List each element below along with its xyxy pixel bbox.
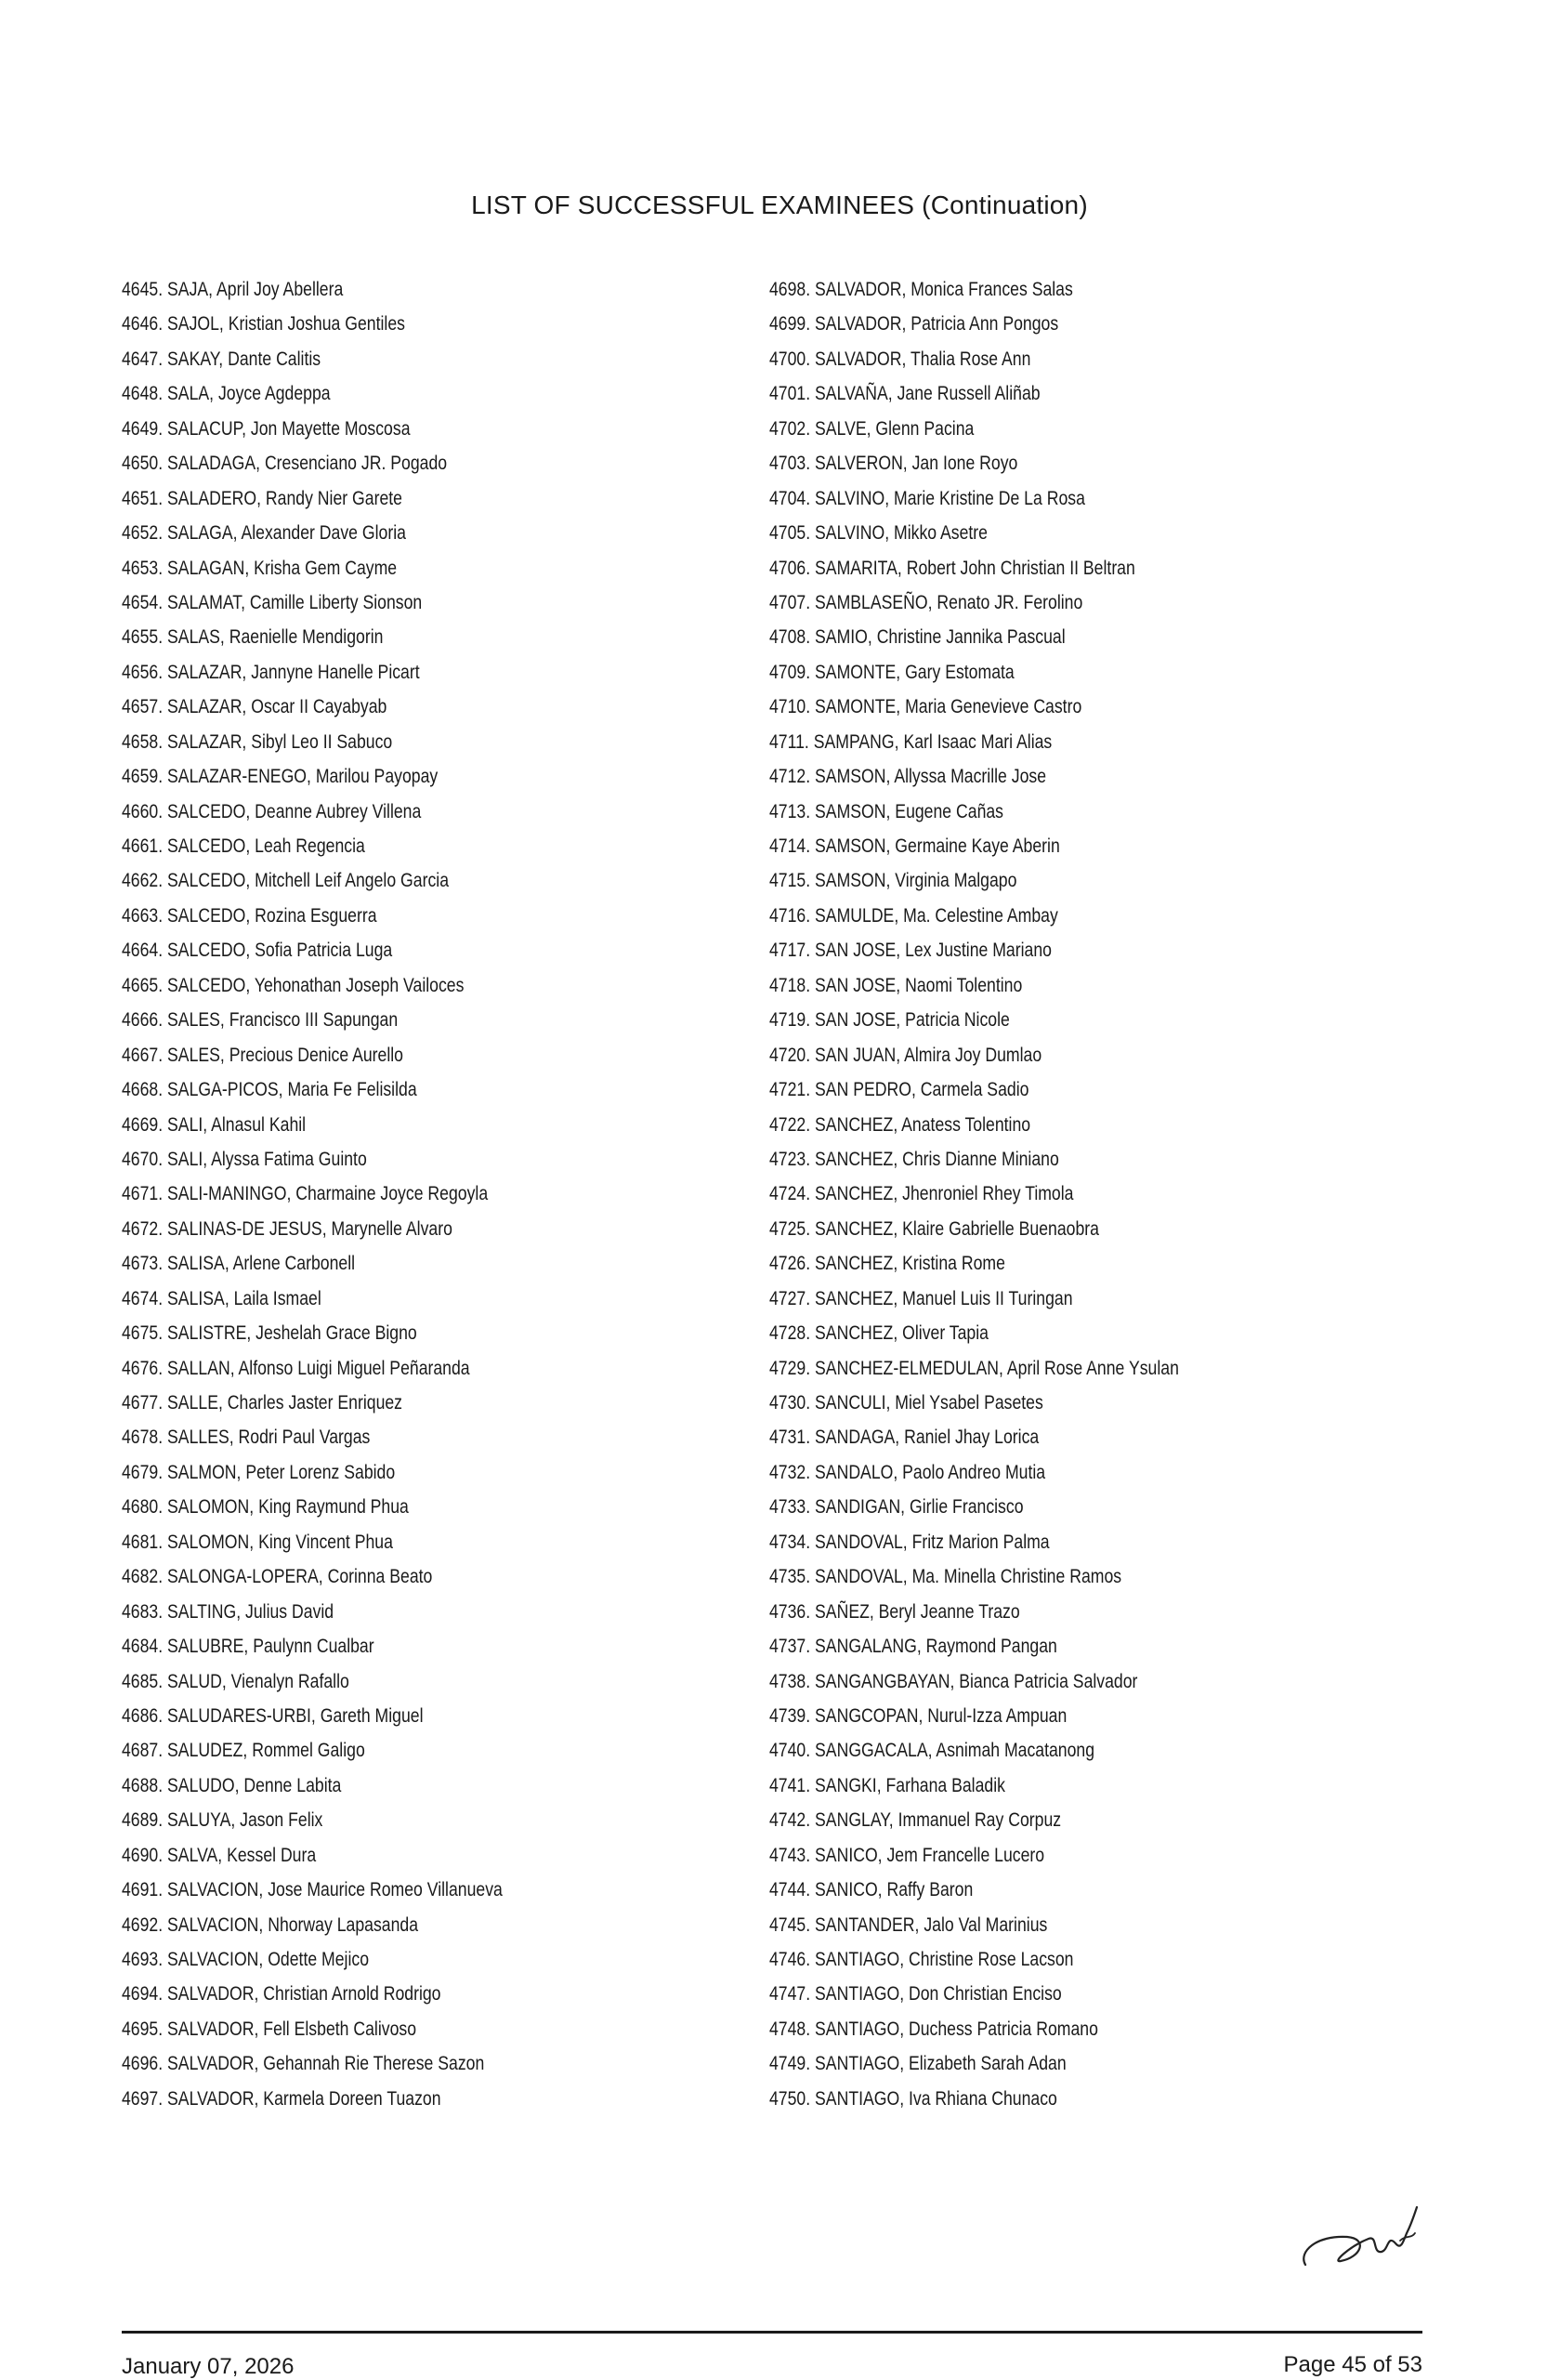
examinee-entry: 4669. SALI, Alnasul Kahil (122, 1113, 307, 1136)
examinee-entry: 4666. SALES, Francisco III Sapungan (122, 1009, 399, 1032)
examinee-entry: 4711. SAMPANG, Karl Isaac Mari Alias (769, 730, 1053, 753)
examinee-entry: 4718. SAN JOSE, Naomi Tolentino (769, 974, 1023, 996)
examinee-entry: 4746. SANTIAGO, Christine Rose Lacson (769, 1949, 1074, 1970)
examinee-entry: 4694. SALVADOR, Christian Arnold Rodrigo (122, 1983, 441, 2005)
examinee-entry: 4696. SALVADOR, Gehannah Rie Therese Sazon (122, 2053, 485, 2075)
examinee-entry: 4708. SAMIO, Christine Jannika Pascual (769, 626, 1066, 649)
examinee-entry: 4741. SANGKI, Farhana Baladik (769, 1774, 1005, 1796)
examinee-entry: 4661. SALCEDO, Leah Regencia (122, 835, 365, 857)
examinee-entry: 4692. SALVACION, Nhorway Lapasanda (122, 1913, 419, 1936)
examinee-entry: 4709. SAMONTE, Gary Estomata (769, 661, 1015, 683)
examinee-entry: 4662. SALCEDO, Mitchell Leif Angelo Garcia (122, 870, 449, 892)
examinee-entry: 4654. SALAMAT, Camille Liberty Sionson (122, 591, 423, 613)
examinee-entry: 4739. SANGCOPAN, Nurul-Izza Ampuan (769, 1704, 1068, 1727)
examinee-entry: 4671. SALI-MANINGO, Charmaine Joyce Regoyla (122, 1183, 489, 1205)
examinee-entry: 4677. SALLE, Charles Jaster Enriquez (122, 1392, 403, 1414)
examinee-entry: 4655. SALAS, Raenielle Mendigorin (122, 626, 384, 649)
examinee-entry: 4685. SALUD, Vienalyn Rafallo (122, 1670, 349, 1692)
examinee-entry: 4647. SAKAY, Dante Calitis (122, 348, 321, 370)
examinee-entry: 4735. SANDOVAL, Ma. Minella Christine Ramos (769, 1566, 1122, 1588)
examinee-entry: 4727. SANCHEZ, Manuel Luis II Turingan (769, 1287, 1073, 1309)
examinee-entry: 4717. SAN JOSE, Lex Justine Mariano (769, 940, 1052, 962)
examinee-entry: 4675. SALISTRE, Jeshelah Grace Bigno (122, 1322, 417, 1345)
examinee-entry: 4744. SANICO, Raffy Baron (769, 1879, 974, 1901)
examinee-entry: 4723. SANCHEZ, Chris Dianne Miniano (769, 1148, 1059, 1170)
examinee-entry: 4648. SALA, Joyce Agdeppa (122, 383, 331, 405)
examinee-entry: 4698. SALVADOR, Monica Frances Salas (769, 279, 1073, 300)
examinee-entry: 4742. SANGLAY, Immanuel Ray Corpuz (769, 1809, 1062, 1832)
examinee-entry: 4700. SALVADOR, Thalia Rose Ann (769, 348, 1031, 370)
examinee-entry: 4743. SANICO, Jem Francelle Lucero (769, 1844, 1045, 1866)
examinee-entry: 4681. SALOMON, King Vincent Phua (122, 1531, 393, 1553)
examinee-entry: 4749. SANTIAGO, Elizabeth Sarah Adan (769, 2053, 1067, 2075)
examinee-entry: 4733. SANDIGAN, Girlie Francisco (769, 1496, 1024, 1519)
examinee-entry: 4724. SANCHEZ, Jhenroniel Rhey Timola (769, 1183, 1074, 1205)
examinee-entry: 4712. SAMSON, Allyssa Macrille Jose (769, 766, 1047, 788)
examinee-entry: 4747. SANTIAGO, Don Christian Enciso (769, 1983, 1062, 2005)
examinee-entry: 4737. SANGALANG, Raymond Pangan (769, 1636, 1057, 1658)
examinee-entry: 4695. SALVADOR, Fell Elsbeth Calivoso (122, 2018, 417, 2040)
examinee-entry: 4728. SANCHEZ, Oliver Tapia (769, 1322, 989, 1345)
examinee-entry: 4670. SALI, Alyssa Fatima Guinto (122, 1148, 367, 1170)
examinee-entry: 4736. SAÑEZ, Beryl Jeanne Trazo (769, 1600, 1020, 1623)
examinee-entry: 4729. SANCHEZ-ELMEDULAN, April Rose Anne Ysulan (769, 1357, 1179, 1379)
examinee-entry: 4660. SALCEDO, Deanne Aubrey Villena (122, 800, 422, 822)
examinee-entry: 4697. SALVADOR, Karmela Doreen Tuazon (122, 2087, 441, 2110)
examinee-entry: 4745. SANTANDER, Jalo Val Marinius (769, 1913, 1048, 1936)
examinee-entry: 4719. SAN JOSE, Patricia Nicole (769, 1009, 1010, 1032)
examinee-entry: 4732. SANDALO, Paolo Andreo Mutia (769, 1461, 1046, 1483)
examinee-entry: 4646. SAJOL, Kristian Joshua Gentiles (122, 313, 405, 335)
examinee-entry: 4720. SAN JUAN, Almira Joy Dumlao (769, 1044, 1042, 1066)
examinee-entry: 4659. SALAZAR-ENEGO, Marilou Payopay (122, 766, 439, 788)
examinee-entry: 4649. SALACUP, Jon Mayette Moscosa (122, 417, 411, 440)
examinee-entry: 4714. SAMSON, Germaine Kaye Aberin (769, 835, 1060, 857)
examinee-entry: 4710. SAMONTE, Maria Genevieve Castro (769, 696, 1082, 718)
examinee-entry: 4738. SANGANGBAYAN, Bianca Patricia Salvador (769, 1670, 1138, 1692)
examinee-entry: 4713. SAMSON, Eugene Cañas (769, 800, 1004, 822)
examinee-entry: 4691. SALVACION, Jose Maurice Romeo Villanueva (122, 1879, 503, 1901)
examinee-entry: 4687. SALUDEZ, Rommel Galigo (122, 1740, 365, 1762)
examinee-entry: 4686. SALUDARES-URBI, Gareth Miguel (122, 1704, 424, 1727)
examinee-entry: 4705. SALVINO, Mikko Asetre (769, 522, 988, 545)
examinee-entry: 4726. SANCHEZ, Kristina Rome (769, 1253, 1005, 1275)
examinee-entry: 4707. SAMBLASEÑO, Renato JR. Ferolino (769, 591, 1083, 613)
examinee-entry: 4704. SALVINO, Marie Kristine De La Rosa (769, 487, 1085, 509)
examinee-entry: 4682. SALONGA-LOPERA, Corinna Beato (122, 1566, 433, 1588)
examinee-entry: 4645. SAJA, April Joy Abellera (122, 279, 344, 300)
examinee-entry: 4690. SALVA, Kessel Dura (122, 1844, 317, 1866)
examinee-entry: 4706. SAMARITA, Robert John Christian II Beltran (769, 557, 1135, 579)
examinee-entry: 4684. SALUBRE, Paulynn Cualbar (122, 1636, 374, 1658)
examinee-entry: 4703. SALVERON, Jan Ione Royo (769, 453, 1018, 475)
examinee-entry: 4715. SAMSON, Virginia Malgapo (769, 870, 1017, 892)
examinee-entry: 4656. SALAZAR, Jannyne Hanelle Picart (122, 661, 420, 683)
examinee-entry: 4678. SALLES, Rodri Paul Vargas (122, 1427, 371, 1449)
examinee-entry: 4721. SAN PEDRO, Carmela Sadio (769, 1079, 1029, 1101)
page-title: LIST OF SUCCESSFUL EXAMINEES (Continuation) (471, 191, 1088, 219)
examinee-entry: 4664. SALCEDO, Sofia Patricia Luga (122, 940, 393, 962)
examinee-entry: 4680. SALOMON, King Raymund Phua (122, 1496, 409, 1519)
examinee-entry: 4750. SANTIAGO, Iva Rhiana Chunaco (769, 2087, 1057, 2110)
examinee-entry: 4683. SALTING, Julius David (122, 1600, 334, 1623)
examinee-entry: 4693. SALVACION, Odette Mejico (122, 1949, 370, 1970)
examinee-entry: 4665. SALCEDO, Yehonathan Joseph Vailoces (122, 974, 465, 996)
examinee-entry: 4734. SANDOVAL, Fritz Marion Palma (769, 1531, 1050, 1553)
examinee-entry: 4699. SALVADOR, Patricia Ann Pongos (769, 313, 1059, 335)
examinee-entry: 4650. SALADAGA, Cresenciano JR. Pogado (122, 453, 448, 475)
examinee-entry: 4676. SALLAN, Alfonso Luigi Miguel Peñaranda (122, 1357, 470, 1379)
footer-date: January 07, 2026 (122, 2354, 295, 2379)
examinee-entry: 4731. SANDAGA, Raniel Jhay Lorica (769, 1427, 1040, 1449)
examinee-entry: 4663. SALCEDO, Rozina Esguerra (122, 904, 377, 927)
examinee-entry: 4748. SANTIAGO, Duchess Patricia Romano (769, 2018, 1098, 2040)
examinee-entry: 4702. SALVE, Glenn Pacina (769, 417, 975, 440)
page-number: Page 45 of 53 (1283, 2352, 1422, 2377)
examinee-entry: 4688. SALUDO, Denne Labita (122, 1774, 342, 1796)
examinee-entry: 4701. SALVAÑA, Jane Russell Aliñab (769, 383, 1041, 405)
examinee-entry: 4653. SALAGAN, Krisha Gem Cayme (122, 557, 398, 579)
examinee-entry: 4658. SALAZAR, Sibyl Leo II Sabuco (122, 730, 393, 753)
examinee-entry: 4679. SALMON, Peter Lorenz Sabido (122, 1461, 396, 1483)
examinee-entry: 4668. SALGA-PICOS, Maria Fe Felisilda (122, 1079, 417, 1101)
examinee-entry: 4689. SALUYA, Jason Felix (122, 1809, 323, 1832)
examinee-entry: 4651. SALADERO, Randy Nier Garete (122, 487, 402, 509)
examinee-entry: 4672. SALINAS-DE JESUS, Marynelle Alvaro (122, 1217, 452, 1240)
examinee-entry: 4725. SANCHEZ, Klaire Gabrielle Buenaobra (769, 1217, 1099, 1240)
examinee-entry: 4716. SAMULDE, Ma. Celestine Ambay (769, 904, 1058, 927)
examinee-entry: 4673. SALISA, Arlene Carbonell (122, 1253, 356, 1275)
examinee-entry: 4657. SALAZAR, Oscar II Cayabyab (122, 696, 387, 718)
examinee-list-right (769, 272, 1179, 2116)
examinee-entry: 4667. SALES, Precious Denice Aurello (122, 1044, 404, 1066)
footer-rule (122, 2331, 1422, 2334)
examinee-entry: 4652. SALAGA, Alexander Dave Gloria (122, 522, 406, 545)
examinee-entry: 4674. SALISA, Laila Ismael (122, 1287, 321, 1309)
examinee-list-left (122, 272, 503, 2116)
examinee-entry: 4740. SANGGACALA, Asnimah Macatanong (769, 1740, 1095, 1762)
examinee-entry: 4730. SANCULI, Miel Ysabel Pasetes (769, 1392, 1043, 1414)
signature (1296, 2198, 1445, 2272)
examinee-entry: 4722. SANCHEZ, Anatess Tolentino (769, 1113, 1031, 1136)
